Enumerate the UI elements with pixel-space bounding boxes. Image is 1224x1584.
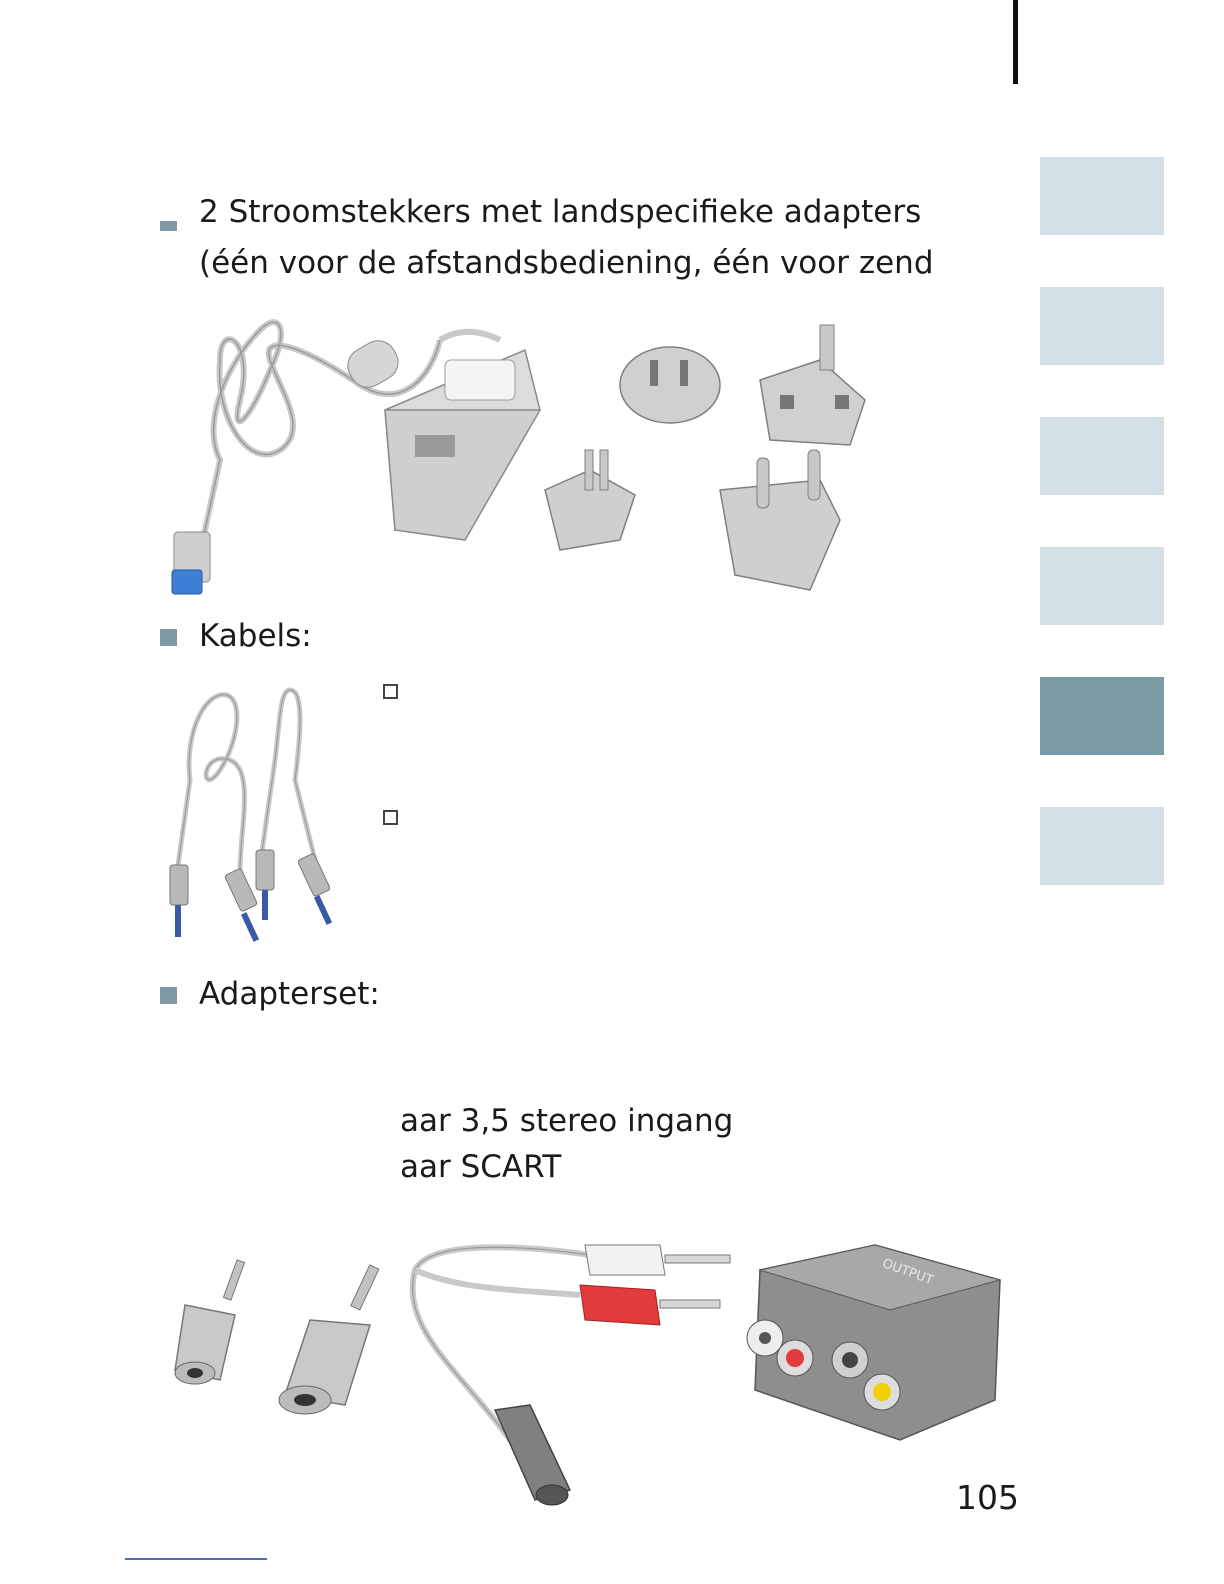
side-tab-3[interactable]: [1040, 417, 1164, 495]
adapter-line1-clipped: aar 3,5 stereo ingang: [400, 1103, 734, 1139]
bullet-square: [160, 629, 177, 646]
side-tab-2[interactable]: [1040, 287, 1164, 365]
adapter-set-illustration: [160, 1230, 1020, 1515]
scart-adapter-icon: [747, 1245, 1000, 1440]
side-tab-1[interactable]: [1040, 157, 1164, 235]
header-rule: [1013, 0, 1018, 84]
checkbox-1[interactable]: [383, 684, 398, 699]
adapter-line2: aar SCART: [400, 1149, 562, 1185]
item1-line2: (één voor de afstandsbediening, één voor zend: [199, 245, 934, 281]
item2-label: Kabels:: [199, 618, 312, 654]
checkbox-2[interactable]: [383, 810, 398, 825]
item3-label: Adapterset:: [199, 976, 380, 1012]
audio-cable-icon: [160, 680, 360, 950]
bullet-square: [160, 221, 177, 231]
side-tab-6[interactable]: [1040, 807, 1164, 885]
side-tab-4[interactable]: [1040, 547, 1164, 625]
power-supply-icon: [160, 300, 880, 600]
jack-adapter-large-icon: [279, 1265, 379, 1414]
side-tab-5-active[interactable]: [1040, 677, 1164, 755]
rca-y-cable-icon: [413, 1245, 730, 1505]
item1-line1-clipped: 2 Stroomstekkers met landspecifieke adapters: [199, 194, 922, 230]
page-number: 105: [956, 1478, 1019, 1517]
jack-adapter-icon: [175, 1260, 245, 1384]
bullet-square: [160, 987, 177, 1004]
footer-link-rule: [125, 1558, 267, 1560]
svg-text:OUTPUT: OUTPUT: [880, 1256, 936, 1289]
